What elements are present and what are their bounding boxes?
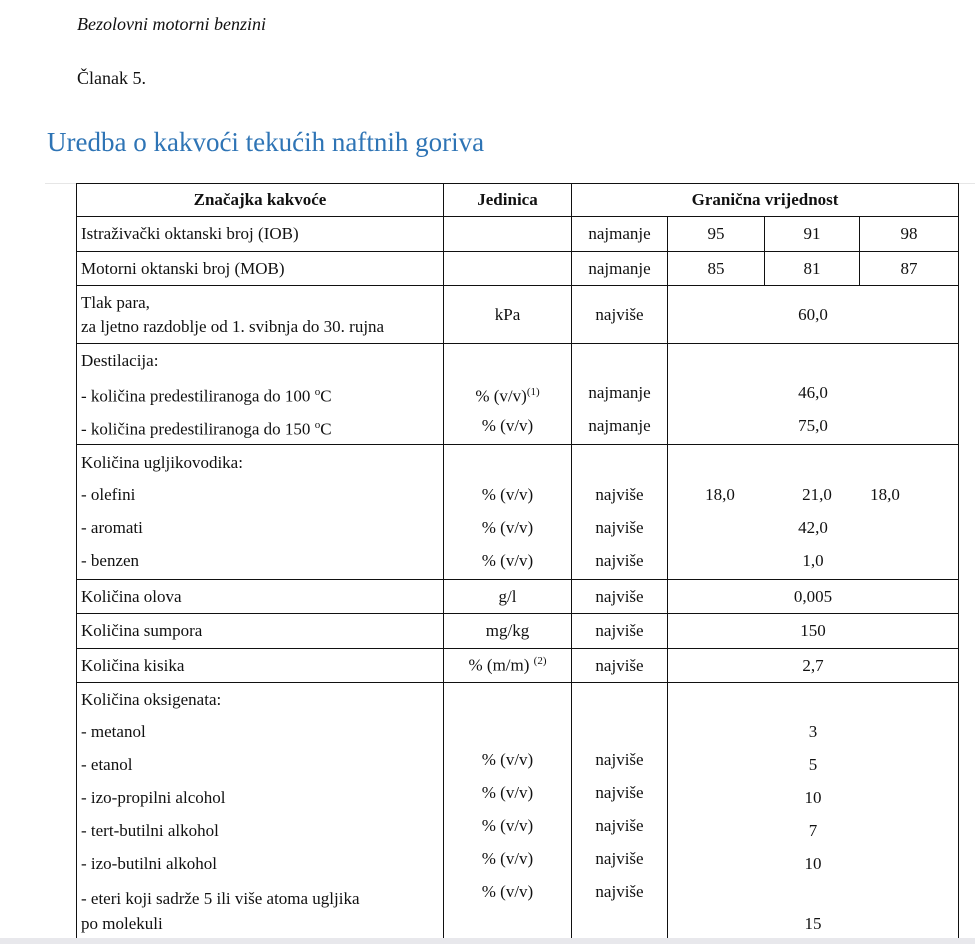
table-header-row	[77, 184, 959, 217]
table-row	[77, 252, 959, 286]
row-value: 15	[804, 914, 822, 933]
viewport-bottom-bar	[0, 938, 975, 944]
row-name	[77, 286, 444, 344]
row-limit: najviše	[595, 849, 644, 868]
row-name: - eteri koji sadrže 5 ili više atoma ugljika po molekuli	[81, 889, 360, 933]
row-name: Motorni oktanski broj (MOB)	[77, 252, 444, 286]
row-name: - metanol	[81, 722, 146, 741]
row-limit: najviše	[595, 750, 644, 769]
row-name-line: Tlak para,	[81, 292, 150, 312]
section-subtitle: Bezolovni motorni benzini	[77, 14, 266, 34]
row-name: Količina olova	[77, 580, 444, 614]
header-unit: Jedinica	[444, 184, 572, 217]
row-name: - tert-butilni alkohol	[81, 821, 219, 840]
row-name: - etanol	[81, 755, 133, 774]
row-unit	[444, 252, 572, 286]
row-limit: najviše	[572, 649, 668, 683]
row-name: Istraživački oktanski broj (IOB)	[77, 217, 444, 252]
table-row	[77, 614, 959, 649]
table-row	[77, 580, 959, 614]
row-value: 60,0	[668, 286, 959, 344]
row-unit: % (v/v)	[481, 416, 534, 435]
table-row-group	[77, 683, 959, 939]
row-limit: najmanje	[588, 383, 651, 402]
table-row-group	[77, 344, 959, 445]
hydrocarbon-units	[444, 445, 572, 580]
oxygenate-names	[77, 683, 444, 939]
row-limit: najviše	[595, 882, 644, 901]
row-limit: najviše	[595, 783, 644, 802]
row-limit: najviše	[572, 286, 668, 344]
row-value-c: 87	[860, 252, 959, 286]
distillation-values	[668, 344, 959, 445]
row-unit: % (m/m) $^{(2)}$	[444, 649, 572, 683]
row-value: 150	[668, 614, 959, 649]
group-title: Količina ugljikovodika:	[81, 452, 243, 472]
row-unit: % (v/v)	[481, 550, 534, 570]
row-value: 1,0	[802, 550, 824, 570]
row-name: - aromati	[81, 517, 143, 537]
row-unit: % $(v/v)^{(1)}$	[475, 386, 540, 406]
row-value: 3	[808, 722, 818, 741]
row-name-line: za ljetno razdoblje od 1. svibnja do 30. rujna	[81, 316, 385, 336]
hydrocarbon-limits	[572, 445, 668, 580]
header-property: Značajka kakvoće	[77, 184, 444, 217]
row-value: 10	[804, 788, 822, 807]
row-name: - izo-butilni alkohol	[81, 854, 217, 873]
row-value: 42,0	[798, 517, 828, 537]
row-unit: % (v/v)	[481, 882, 534, 901]
row-value: 7	[808, 821, 818, 840]
row-value: 10	[804, 854, 822, 873]
hydrocarbon-values	[668, 445, 959, 580]
row-unit: mg/kg	[444, 614, 572, 649]
row-value: 0,005	[668, 580, 959, 614]
row-limit: najmanje	[588, 416, 651, 435]
row-limit: najviše	[595, 517, 644, 537]
fuel-quality-table	[76, 183, 959, 939]
row-value-a: 95	[668, 217, 765, 252]
table-row	[77, 217, 959, 252]
distillation-units	[444, 344, 572, 445]
row-unit: kPa	[444, 286, 572, 344]
row-limit: najviše	[595, 484, 644, 504]
distillation-names	[77, 344, 444, 445]
row-value-b: 81	[765, 252, 860, 286]
group-title: Količina oksigenata:	[81, 690, 222, 709]
row-unit: % (v/v)	[481, 484, 534, 504]
row-unit: % (v/v)	[481, 750, 534, 769]
row-unit: % (v/v)	[481, 849, 534, 868]
row-limit: najmanje	[572, 252, 668, 286]
document-heading: Uredba o kakvoći tekućih naftnih goriva	[47, 127, 485, 157]
olefin-values: 18,0 21,0 18,0	[705, 484, 900, 504]
row-name: - količina predestiliranoga do 100 $^o$C	[81, 386, 332, 406]
oxygenate-values	[668, 683, 959, 939]
row-unit: % (v/v)	[481, 783, 534, 802]
row-limit: najmanje	[572, 217, 668, 252]
row-name: - izo-propilni alcohol	[81, 788, 226, 807]
row-value: 2,7	[668, 649, 959, 683]
table-row	[77, 649, 959, 683]
row-value: 75,0	[798, 416, 828, 435]
row-limit: najviše	[595, 816, 644, 835]
oxygenate-limits	[572, 683, 668, 939]
row-value-c: 98	[860, 217, 959, 252]
row-limit: najviše	[572, 580, 668, 614]
article-number: Članak 5.	[77, 68, 146, 88]
row-name: Količina sumpora	[77, 614, 444, 649]
row-name: - količina predestiliranoga do 150 $^o$C	[81, 419, 332, 439]
oxygenate-units	[444, 683, 572, 939]
row-unit	[444, 217, 572, 252]
table-row-group	[77, 445, 959, 580]
header-limit-value: Granična vrijednost	[572, 184, 959, 217]
row-unit: % (v/v)	[481, 517, 534, 537]
distillation-limits	[572, 344, 668, 445]
row-value: 46,0	[798, 383, 828, 402]
hydrocarbon-names	[77, 445, 444, 580]
row-value-a: 85	[668, 252, 765, 286]
row-unit: % (v/v)	[481, 816, 534, 835]
row-limit: najviše	[572, 614, 668, 649]
row-unit: g/l	[444, 580, 572, 614]
row-name: - olefini	[81, 484, 136, 504]
row-name: Količina kisika	[77, 649, 444, 683]
row-name: - benzen	[81, 550, 140, 570]
table-row	[77, 286, 959, 344]
row-limit: najviše	[595, 550, 644, 570]
row-value: 5	[808, 755, 818, 774]
group-title: Destilacija:	[81, 351, 159, 370]
row-value-b: 91	[765, 217, 860, 252]
